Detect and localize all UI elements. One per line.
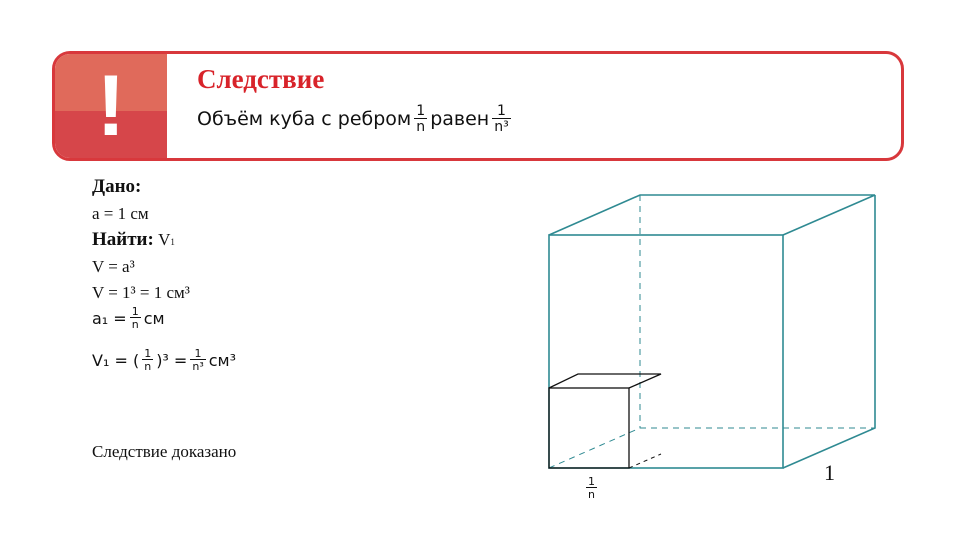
exclamation-icon: ! xyxy=(96,58,126,154)
big-cube-hidden-depth xyxy=(549,428,640,468)
edge-fraction-den: n xyxy=(416,119,426,135)
edge-fraction-num: 1 xyxy=(416,103,426,119)
line4-unit: см³ xyxy=(208,350,237,370)
solution-line-1: V = a³ xyxy=(92,257,135,276)
big-cube-front-face xyxy=(549,235,783,468)
find-heading: Найти: xyxy=(92,229,154,250)
big-edge-label: 1 xyxy=(824,460,835,485)
small-edge-den: n xyxy=(588,488,595,501)
big-cube-right-face xyxy=(783,195,875,468)
line4-lhs: V₁ = ( xyxy=(92,350,140,370)
statement-text-before: Объём куба с ребром xyxy=(197,108,412,130)
volume-fraction-den: n³ xyxy=(494,119,509,135)
line4-num2: 1 xyxy=(194,347,202,360)
small-cube-front-face xyxy=(549,388,629,468)
solution-line-2: V = 1³ = 1 см³ xyxy=(92,283,190,302)
given-heading: Дано: xyxy=(92,176,142,197)
small-cube-hidden-edge xyxy=(629,454,661,468)
given-value: a = 1 см xyxy=(92,204,149,223)
find-subscript: 1 xyxy=(170,237,175,247)
small-edge-fraction xyxy=(586,476,597,500)
conclusion-text: Следствие доказано xyxy=(92,442,237,461)
find-value: V xyxy=(158,230,171,249)
small-cube xyxy=(549,374,661,468)
line3-lhs: a₁ = xyxy=(92,308,127,328)
line4-den2: n³ xyxy=(192,360,204,373)
line3-unit: см xyxy=(143,308,165,328)
big-cube xyxy=(549,195,875,468)
small-edge-num: 1 xyxy=(588,475,595,488)
line4-num: 1 xyxy=(144,347,152,360)
big-cube-top-face xyxy=(549,195,875,235)
line4-den: n xyxy=(144,360,152,373)
line3-num: 1 xyxy=(131,305,139,318)
small-cube-top-face xyxy=(549,374,661,388)
banner-title: Следствие xyxy=(197,64,325,94)
line4-mid: )³ = xyxy=(156,350,188,370)
small-edge-label xyxy=(583,476,600,500)
line3-den: n xyxy=(131,318,139,331)
volume-fraction-num: 1 xyxy=(496,103,506,119)
statement-text-middle: равен xyxy=(430,108,490,130)
